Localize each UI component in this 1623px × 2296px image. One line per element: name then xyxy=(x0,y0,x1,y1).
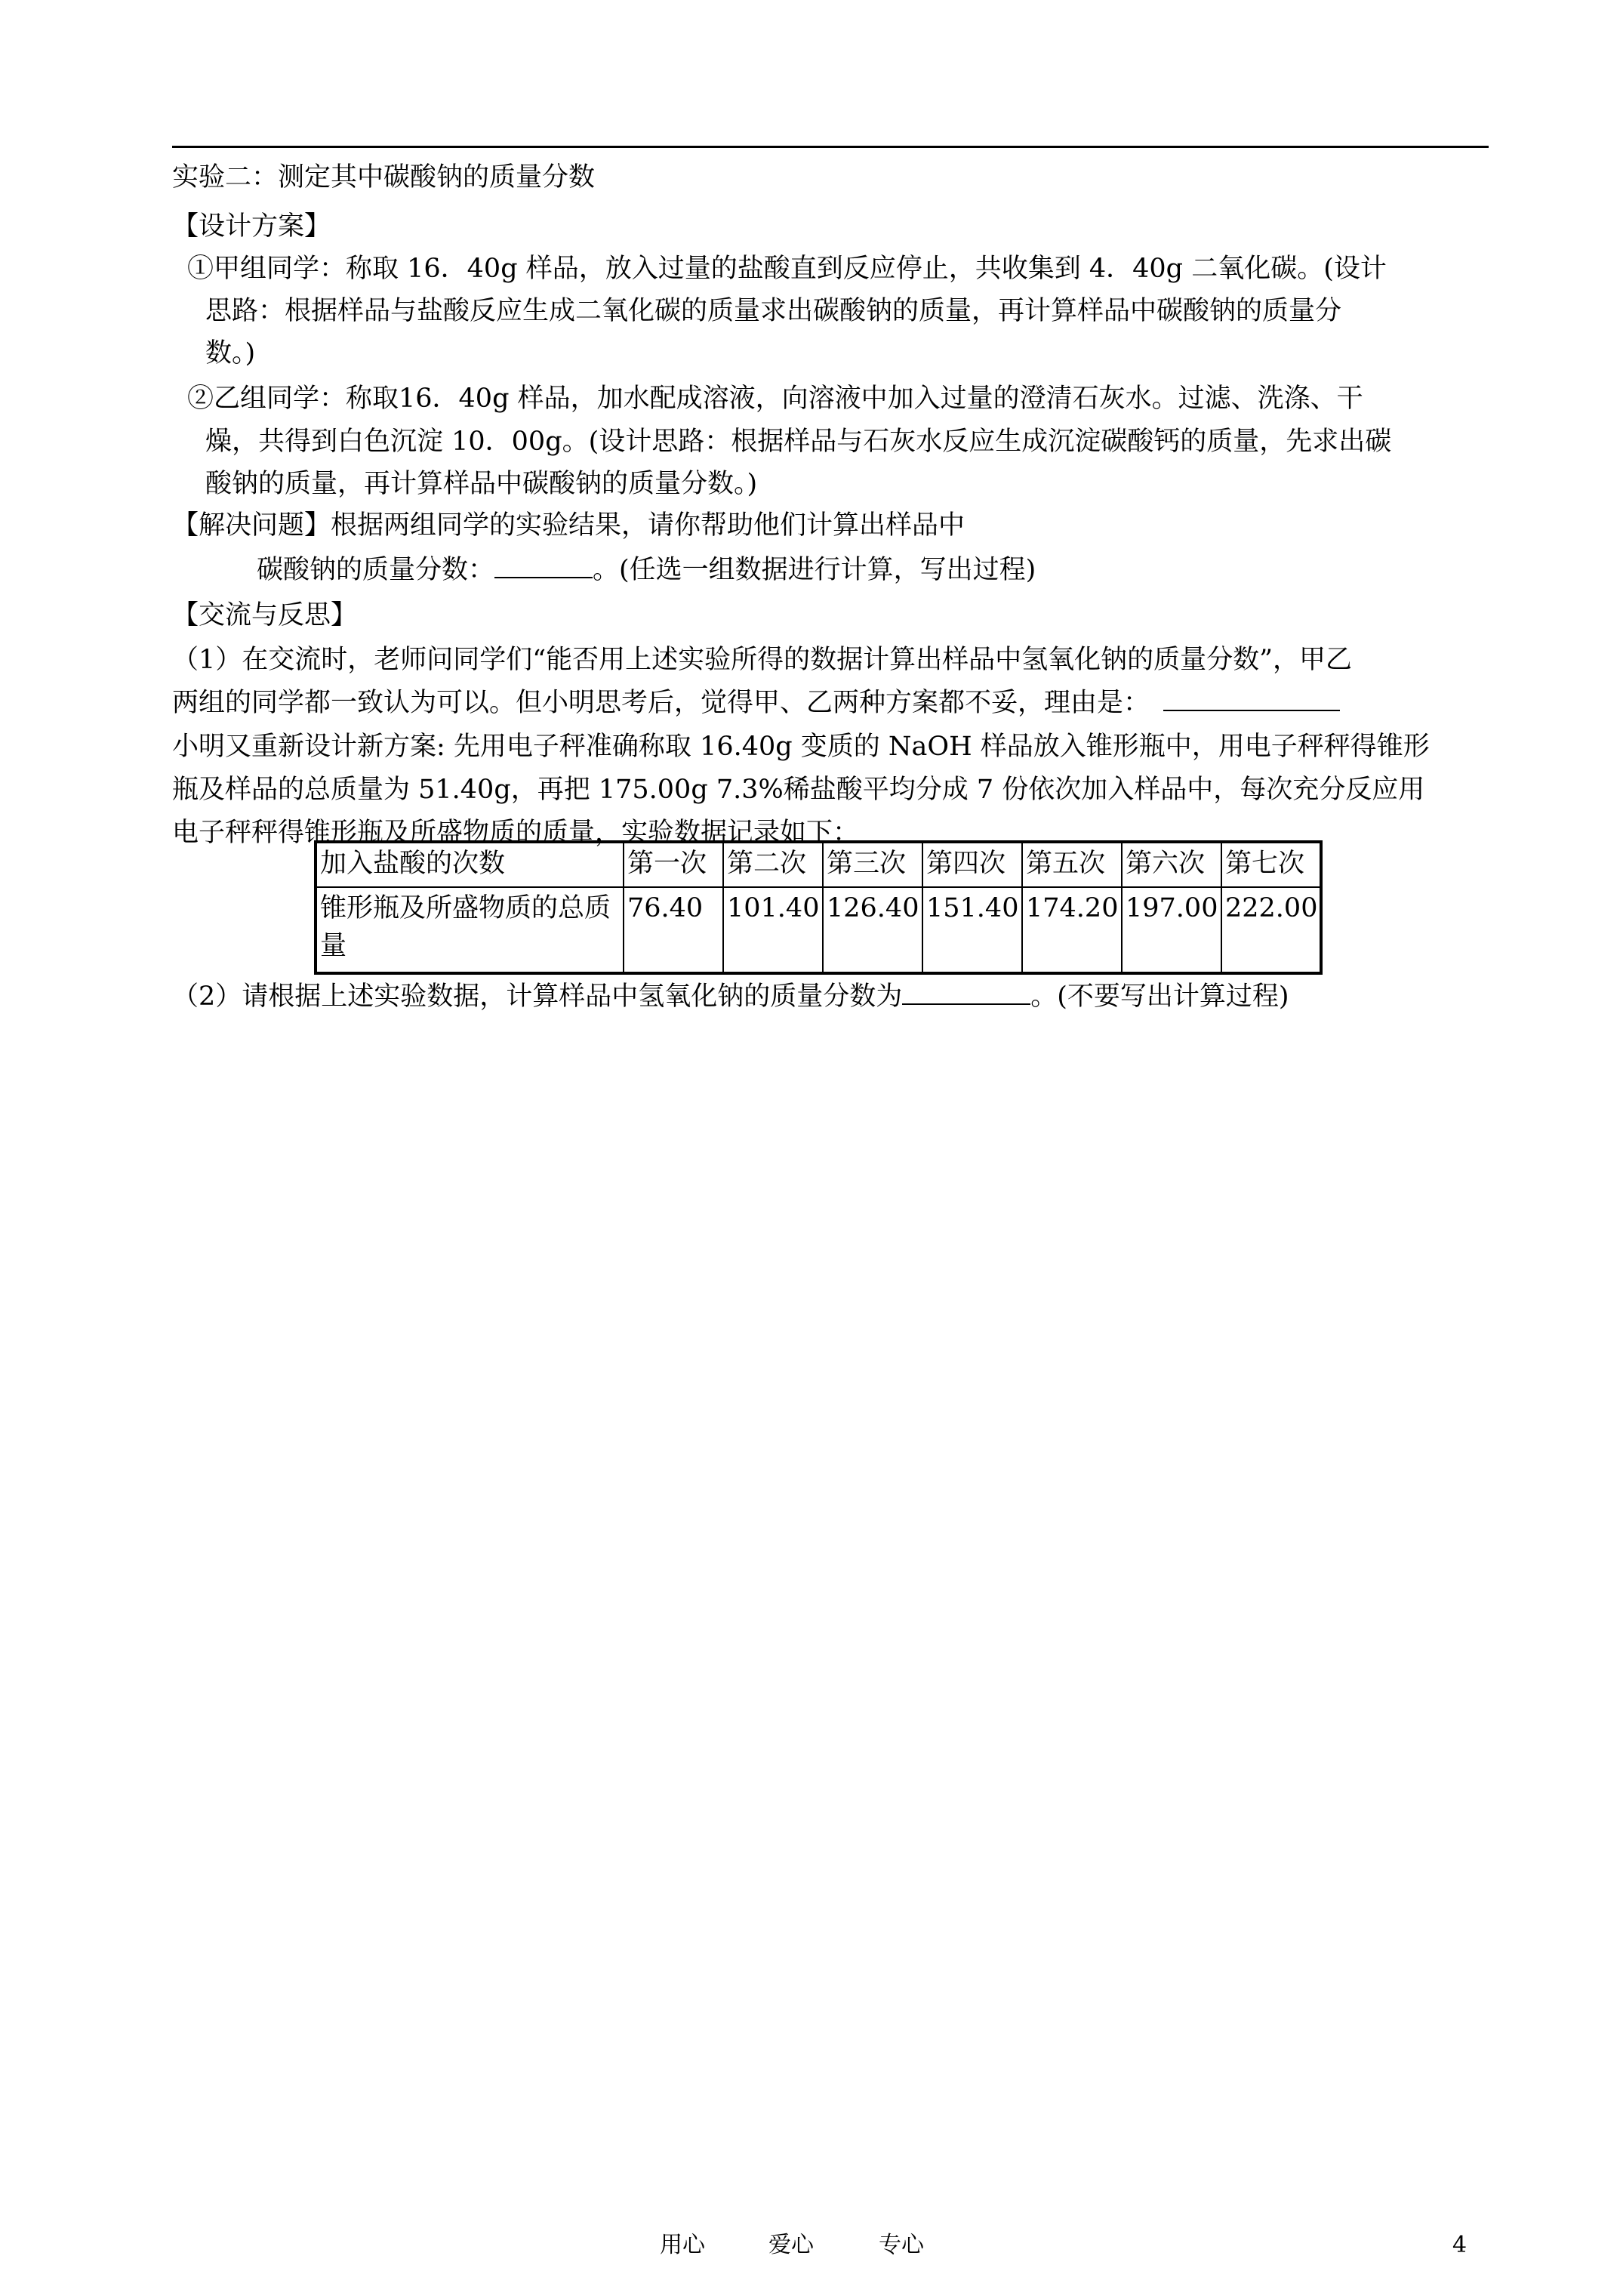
footer-motto-3: 专心 xyxy=(879,2232,924,2258)
table-cell: 222.00 xyxy=(1221,887,1321,973)
footer-motto-1: 用心 xyxy=(660,2232,705,2258)
table-cell: 197.00 xyxy=(1122,887,1221,973)
reflect-title: 【交流与反思】 xyxy=(172,600,358,630)
footer-motto-2: 爱心 xyxy=(768,2232,814,2258)
question-2-prefix: （2）请根据上述实验数据，计算样品中氢氧化钠的质量分数为 xyxy=(172,982,903,1012)
group-b-line-1: ②乙组同学：称取16．40g 样品，加水配成溶液，向溶液中加入过量的澄清石灰水。过滤、洗涤、干 xyxy=(187,384,1363,414)
page-number: 4 xyxy=(1452,2232,1467,2258)
section-heading: 实验二：测定其中碳酸钠的质量分数 xyxy=(172,162,596,193)
table-header-cell: 加入盐酸的次数 xyxy=(316,842,624,887)
table-cell: 174.20 xyxy=(1022,887,1122,973)
solve-problem-line: 【解决问题】根据两组同学的实验结果，请你帮助他们计算出样品中 xyxy=(172,510,965,541)
table-row xyxy=(316,887,1321,973)
reflect-line-1: （1）在交流时，老师问同学们“能否用上述实验所得的数据计算出样品中氢氧化钠的质量分数”，甲乙 xyxy=(172,645,1353,675)
table-header-cell: 第七次 xyxy=(1221,842,1321,887)
group-b-line-3: 酸钠的质量，再计算样品中碳酸钠的质量分数。) xyxy=(205,469,758,499)
table-header-cell: 第五次 xyxy=(1022,842,1122,887)
table-cell: 101.40 xyxy=(723,887,823,973)
solve-answer-line xyxy=(257,549,1036,591)
reflect-line-2 xyxy=(172,682,1340,724)
reflect-line-4: 瓶及样品的总质量为 51.40g，再把 175.00g 7.3%稀盐酸平均分成 7 份依次加入样品中，每次充分反应用 xyxy=(172,775,1425,805)
table-cell: 76.40 xyxy=(624,887,723,973)
solve-answer-prefix: 碳酸钠的质量分数： xyxy=(257,555,495,585)
answer-blank-carbonate[interactable] xyxy=(494,551,593,578)
table-header-row xyxy=(316,842,1321,887)
table-header-cell: 第二次 xyxy=(723,842,823,887)
table-cell: 151.40 xyxy=(922,887,1022,973)
table-header-cell: 第四次 xyxy=(922,842,1022,887)
solve-answer-suffix: 。(任选一组数据进行计算，写出过程) xyxy=(593,555,1036,585)
table-cell: 126.40 xyxy=(823,887,922,973)
group-b-line-2: 燥，共得到白色沉淀 10．00g。(设计思路：根据样品与石灰水反应生成沉淀碳酸钙的质量，先求出碳 xyxy=(205,427,1392,457)
header-rule xyxy=(172,146,1489,148)
table-header-cell: 第六次 xyxy=(1122,842,1221,887)
table-header-cell: 第一次 xyxy=(624,842,723,887)
reflect-line-3: 小明又重新设计新方案: 先用电子秤准确称取 16.40g 变质的 NaOH 样品放入锥形瓶中，用电子秤秤得锥形 xyxy=(172,732,1430,762)
question-2-suffix: 。(不要写出计算过程) xyxy=(1030,982,1289,1012)
answer-blank-reason[interactable] xyxy=(1163,684,1340,711)
reflect-reason-prompt: 两组的同学都一致认为可以。但小明思考后，觉得甲、乙两种方案都不妥，理由是： xyxy=(172,688,1150,718)
group-a-line-2: 思路：根据样品与盐酸反应生成二氧化碳的质量求出碳酸钠的质量，再计算样品中碳酸钠的质量分 xyxy=(205,296,1342,326)
experiment-data-table xyxy=(314,840,1323,975)
group-a-line-1: ①甲组同学：称取 16．40g 样品，放入过量的盐酸直到反应停止，共收集到 4．40g 二氧化碳。(设计 xyxy=(187,254,1387,284)
answer-blank-naoh[interactable] xyxy=(902,978,1030,1005)
table-header-cell: 第三次 xyxy=(823,842,922,887)
design-title: 【设计方案】 xyxy=(172,211,331,242)
group-a-line-3: 数。) xyxy=(205,338,256,368)
table-row-label: 锥形瓶及所盛物质的总质量 xyxy=(316,887,624,973)
reflect-line-5: 电子秤秤得锥形瓶及所盛物质的质量，实验数据记录如下： xyxy=(172,818,860,848)
question-2-line xyxy=(172,975,1289,1018)
